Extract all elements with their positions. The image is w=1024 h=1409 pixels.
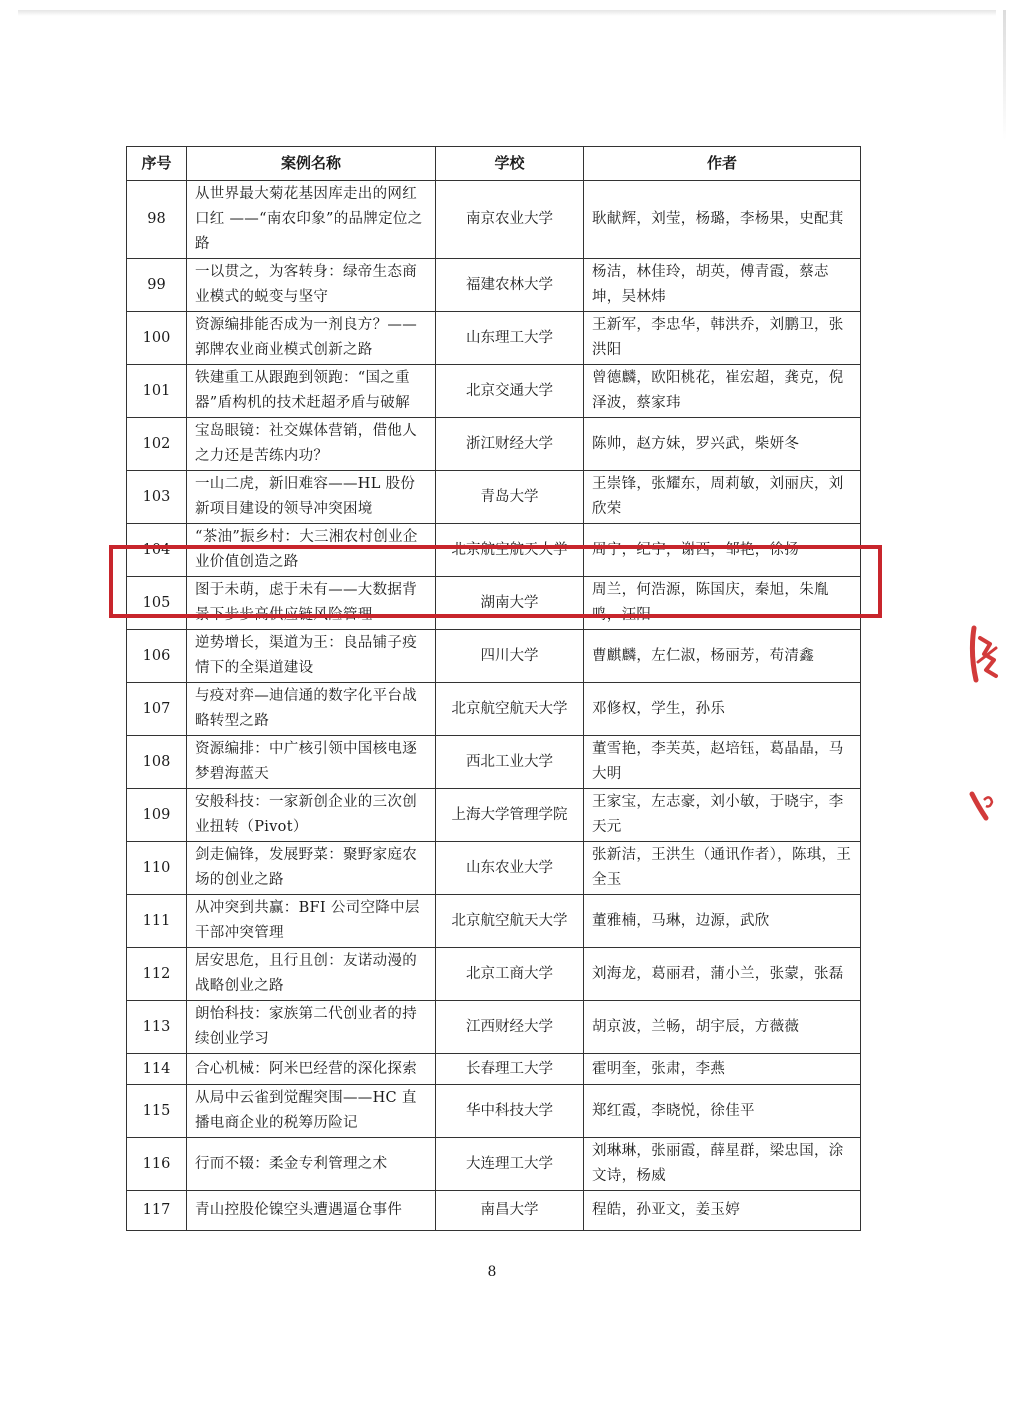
row-school: 北京航空航天大学: [436, 524, 584, 577]
row-index: 109: [127, 789, 187, 842]
row-authors: 周兰，何浩源，陈国庆，秦旭，朱胤鸣，汪阳: [584, 577, 861, 630]
row-authors: 刘海龙，葛丽君，蒲小兰，张蒙，张磊: [584, 948, 861, 1001]
row-school: 西北工业大学: [436, 736, 584, 789]
row-school: 北京交通大学: [436, 365, 584, 418]
row-case-name: 朗怡科技：家族第二代创业者的持续创业学习: [187, 1001, 436, 1054]
row-authors: 张新洁，王洪生（通讯作者），陈琪，王全玉: [584, 842, 861, 895]
row-authors: 程皓，孙亚文，姜玉婷: [584, 1191, 861, 1231]
table-row: [127, 1054, 861, 1085]
table-header-row: [127, 147, 861, 181]
row-index: 102: [127, 418, 187, 471]
row-index: 114: [127, 1054, 187, 1085]
row-index: 117: [127, 1191, 187, 1231]
page-number: 8: [487, 1264, 497, 1280]
row-authors: 霍明奎，张肃，李燕: [584, 1054, 861, 1085]
row-index: 103: [127, 471, 187, 524]
highlight-box: [109, 545, 882, 618]
row-school: 福建农林大学: [436, 259, 584, 312]
row-school: 浙江财经大学: [436, 418, 584, 471]
row-school: 山东理工大学: [436, 312, 584, 365]
row-case-name: 资源编排：中广核引领中国核电逐梦碧海蓝天: [187, 736, 436, 789]
row-school: 上海大学管理学院: [436, 789, 584, 842]
row-school: 南昌大学: [436, 1191, 584, 1231]
table-row: [127, 1085, 861, 1138]
row-authors: 胡京波，兰畅，胡宇辰，方薇薇: [584, 1001, 861, 1054]
row-school: 南京农业大学: [436, 181, 584, 259]
row-index: 100: [127, 312, 187, 365]
row-case-name: 从世界最大菊花基因库走出的网红口红 ——“南农印象”的品牌定位之路: [187, 181, 436, 259]
row-index: 110: [127, 842, 187, 895]
row-authors: 王崇锋，张耀东，周莉敏，刘丽庆，刘欣荣: [584, 471, 861, 524]
row-index: 106: [127, 630, 187, 683]
row-authors: 董雅楠，马琳，边源，武欣: [584, 895, 861, 948]
scan-edge-right: [1003, 10, 1006, 140]
row-authors: 郑红霞，李晓悦，徐佳平: [584, 1085, 861, 1138]
case-list-table: [126, 146, 861, 1231]
table-row: [127, 683, 861, 736]
row-school: 长春理工大学: [436, 1054, 584, 1085]
row-case-name: 资源编排能否成为一剂良方？——郭牌农业商业模式创新之路: [187, 312, 436, 365]
row-school: 山东农业大学: [436, 842, 584, 895]
table-row: [127, 736, 861, 789]
row-index: 115: [127, 1085, 187, 1138]
header-school: 学校: [436, 147, 584, 181]
row-school: 青岛大学: [436, 471, 584, 524]
row-case-name: 合心机械：阿米巴经营的深化探索: [187, 1054, 436, 1085]
row-authors: 陈帅，赵方妹，罗兴武，柴妍冬: [584, 418, 861, 471]
row-school: 华中科技大学: [436, 1085, 584, 1138]
row-case-name: 剑走偏锋，发展野菜：聚野家庭农场的创业之路: [187, 842, 436, 895]
row-index: 105: [127, 577, 187, 630]
row-case-name: 与疫对弈—迪信通的数字化平台战略转型之路: [187, 683, 436, 736]
row-authors: 杨洁，林佳玲，胡英，傅青霞，蔡志坤，吴林炜: [584, 259, 861, 312]
row-school: 北京航空航天大学: [436, 683, 584, 736]
row-case-name: 一山二虎，新旧难容——HL 股份新项目建设的领导冲突困境: [187, 471, 436, 524]
row-case-name: 宝岛眼镜：社交媒体营销，借他人之力还是苦练内功？: [187, 418, 436, 471]
row-index: 108: [127, 736, 187, 789]
row-index: 112: [127, 948, 187, 1001]
row-case-name: 图于未萌，虑于未有——大数据背景下步步高供应链风险管理: [187, 577, 436, 630]
header-authors: 作者: [584, 147, 861, 181]
row-case-name: 逆势增长，渠道为王：良品铺子疫情下的全渠道建设: [187, 630, 436, 683]
red-seal-stamp-fragment: [966, 618, 1006, 823]
row-authors: 董雪艳，李芙英，赵培钰，葛晶晶，马大明: [584, 736, 861, 789]
row-authors: 王新军，李忠华，韩洪乔，刘鹏卫，张洪阳: [584, 312, 861, 365]
row-authors: 邓修权，学生，孙乐: [584, 683, 861, 736]
row-case-name: 青山控股伦镍空头遭遇逼仓事件: [187, 1191, 436, 1231]
row-authors: 刘琳琳，张丽霞，薛星群，梁忠国，涂文诗，杨威: [584, 1138, 861, 1191]
row-school: 北京航空航天大学: [436, 895, 584, 948]
header-index: 序号: [127, 147, 187, 181]
row-index: 113: [127, 1001, 187, 1054]
row-case-name: 安般科技：一家新创企业的三次创业扭转（Pivot）: [187, 789, 436, 842]
row-case-name: 铁建重工从跟跑到领跑：“国之重器”盾构机的技术赶超矛盾与破解: [187, 365, 436, 418]
table-row: [127, 842, 861, 895]
row-authors: 周宁，纪宇，谢西，邹艳，徐扬: [584, 524, 861, 577]
row-school: 四川大学: [436, 630, 584, 683]
table-row: [127, 630, 861, 683]
row-index: 99: [127, 259, 187, 312]
row-index: 104: [127, 524, 187, 577]
row-index: 111: [127, 895, 187, 948]
row-school: 江西财经大学: [436, 1001, 584, 1054]
table-row: [127, 312, 861, 365]
row-school: 湖南大学: [436, 577, 584, 630]
row-index: 107: [127, 683, 187, 736]
row-index: 116: [127, 1138, 187, 1191]
table-row: [127, 1001, 861, 1054]
row-index: 98: [127, 181, 187, 259]
row-authors: 曹麒麟，左仁淑，杨丽芳，苟清鑫: [584, 630, 861, 683]
row-case-name: 行而不辍：柔金专利管理之术: [187, 1138, 436, 1191]
table-row: [127, 471, 861, 524]
row-case-name: 从局中云雀到觉醒突围——HC 直播电商企业的税筹历险记: [187, 1085, 436, 1138]
row-case-name: 一以贯之，为客转身：绿帝生态商业模式的蜕变与坚守: [187, 259, 436, 312]
row-authors: 王家宝，左志豪，刘小敏，于晓宇，李天元: [584, 789, 861, 842]
table-row: [127, 365, 861, 418]
table-row: [127, 259, 861, 312]
table-row: [127, 895, 861, 948]
row-school: 北京工商大学: [436, 948, 584, 1001]
header-case-name: 案例名称: [187, 147, 436, 181]
table-row: [127, 181, 861, 259]
row-index: 101: [127, 365, 187, 418]
table-row: [127, 789, 861, 842]
scan-edge-top: [18, 10, 996, 16]
row-case-name: “茶油”振乡村：大三湘农村创业企业价值创造之路: [187, 524, 436, 577]
table-row: [127, 948, 861, 1001]
table-row: [127, 1138, 861, 1191]
row-case-name: 居安思危，且行且创：友诺动漫的战略创业之路: [187, 948, 436, 1001]
row-authors: 曾德麟，欧阳桃花，崔宏超，龚克，倪泽波，蔡家玮: [584, 365, 861, 418]
row-case-name: 从冲突到共赢：BFI 公司空降中层干部冲突管理: [187, 895, 436, 948]
table-row: [127, 1191, 861, 1231]
row-school: 大连理工大学: [436, 1138, 584, 1191]
row-authors: 耿献辉，刘莹，杨璐，李杨果，史配萁: [584, 181, 861, 259]
table-row: [127, 418, 861, 471]
